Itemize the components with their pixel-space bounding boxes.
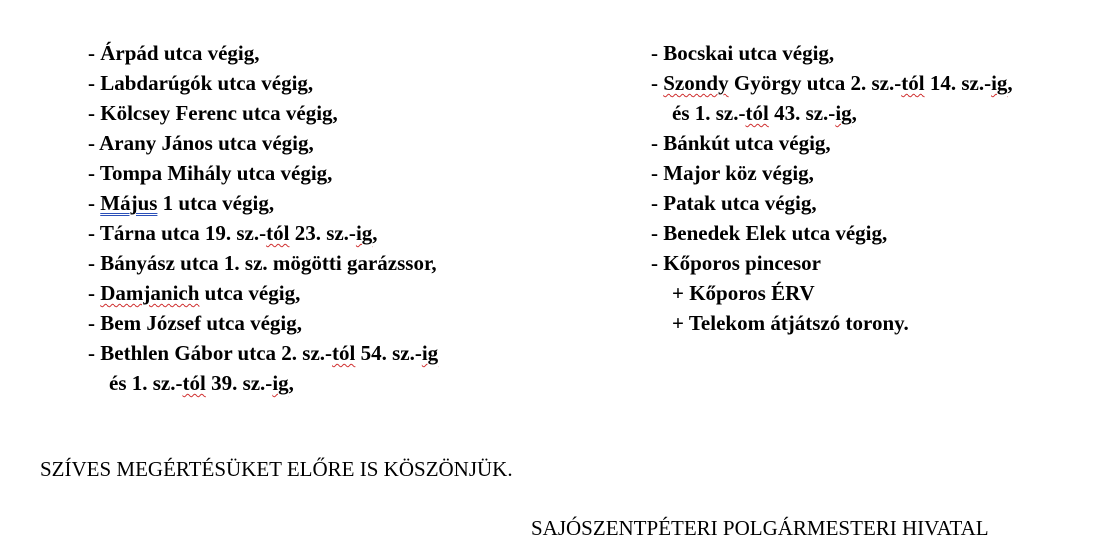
left-item: - Tárna utca 19. sz.-tól 23. sz.-ig, [88, 221, 378, 245]
right-item: + Telekom átjátszó torony. [651, 311, 909, 335]
left-item: - Bem József utca végig, [88, 311, 303, 335]
left-item: - Tompa Mihály utca végig, [88, 161, 333, 185]
right-item: és 1. sz.-tól 43. sz.-ig, [651, 101, 857, 125]
right-item: - Patak utca végig, [651, 191, 817, 215]
right-item: - Benedek Elek utca végig, [651, 221, 888, 245]
right-item: - Szondy György utca 2. sz.-tól 14. sz.-ig, [651, 71, 1013, 95]
street-list-right [651, 38, 1013, 338]
left-item: - Árpád utca végig, [88, 41, 260, 65]
left-item: és 1. sz.-tól 39. sz.-ig, [88, 371, 294, 395]
closing-line: SZÍVES MEGÉRTÉSÜKET ELŐRE IS KÖSZÖNJÜK. [40, 457, 513, 481]
right-item: - Bánkút utca végig, [651, 131, 831, 155]
left-item: - Bányász utca 1. sz. mögötti garázssor, [88, 251, 437, 275]
right-item: - Kőporos pincesor [651, 251, 821, 275]
left-item: - Kölcsey Ferenc utca végig, [88, 101, 338, 125]
left-item: - Május 1 utca végig, [88, 191, 275, 215]
street-list-left [88, 38, 438, 398]
right-item: - Bocskai utca végig, [651, 41, 835, 65]
left-item: - Arany János utca végig, [88, 131, 314, 155]
signature: SAJÓSZENTPÉTERI POLGÁRMESTERI HIVATAL [531, 516, 989, 540]
left-item: - Damjanich utca végig, [88, 281, 301, 305]
right-item: - Major köz végig, [651, 161, 814, 185]
left-item: - Labdarúgók utca végig, [88, 71, 314, 95]
right-item: + Kőporos ÉRV [651, 281, 815, 305]
left-item: - Bethlen Gábor utca 2. sz.-tól 54. sz.-ig [88, 341, 439, 365]
